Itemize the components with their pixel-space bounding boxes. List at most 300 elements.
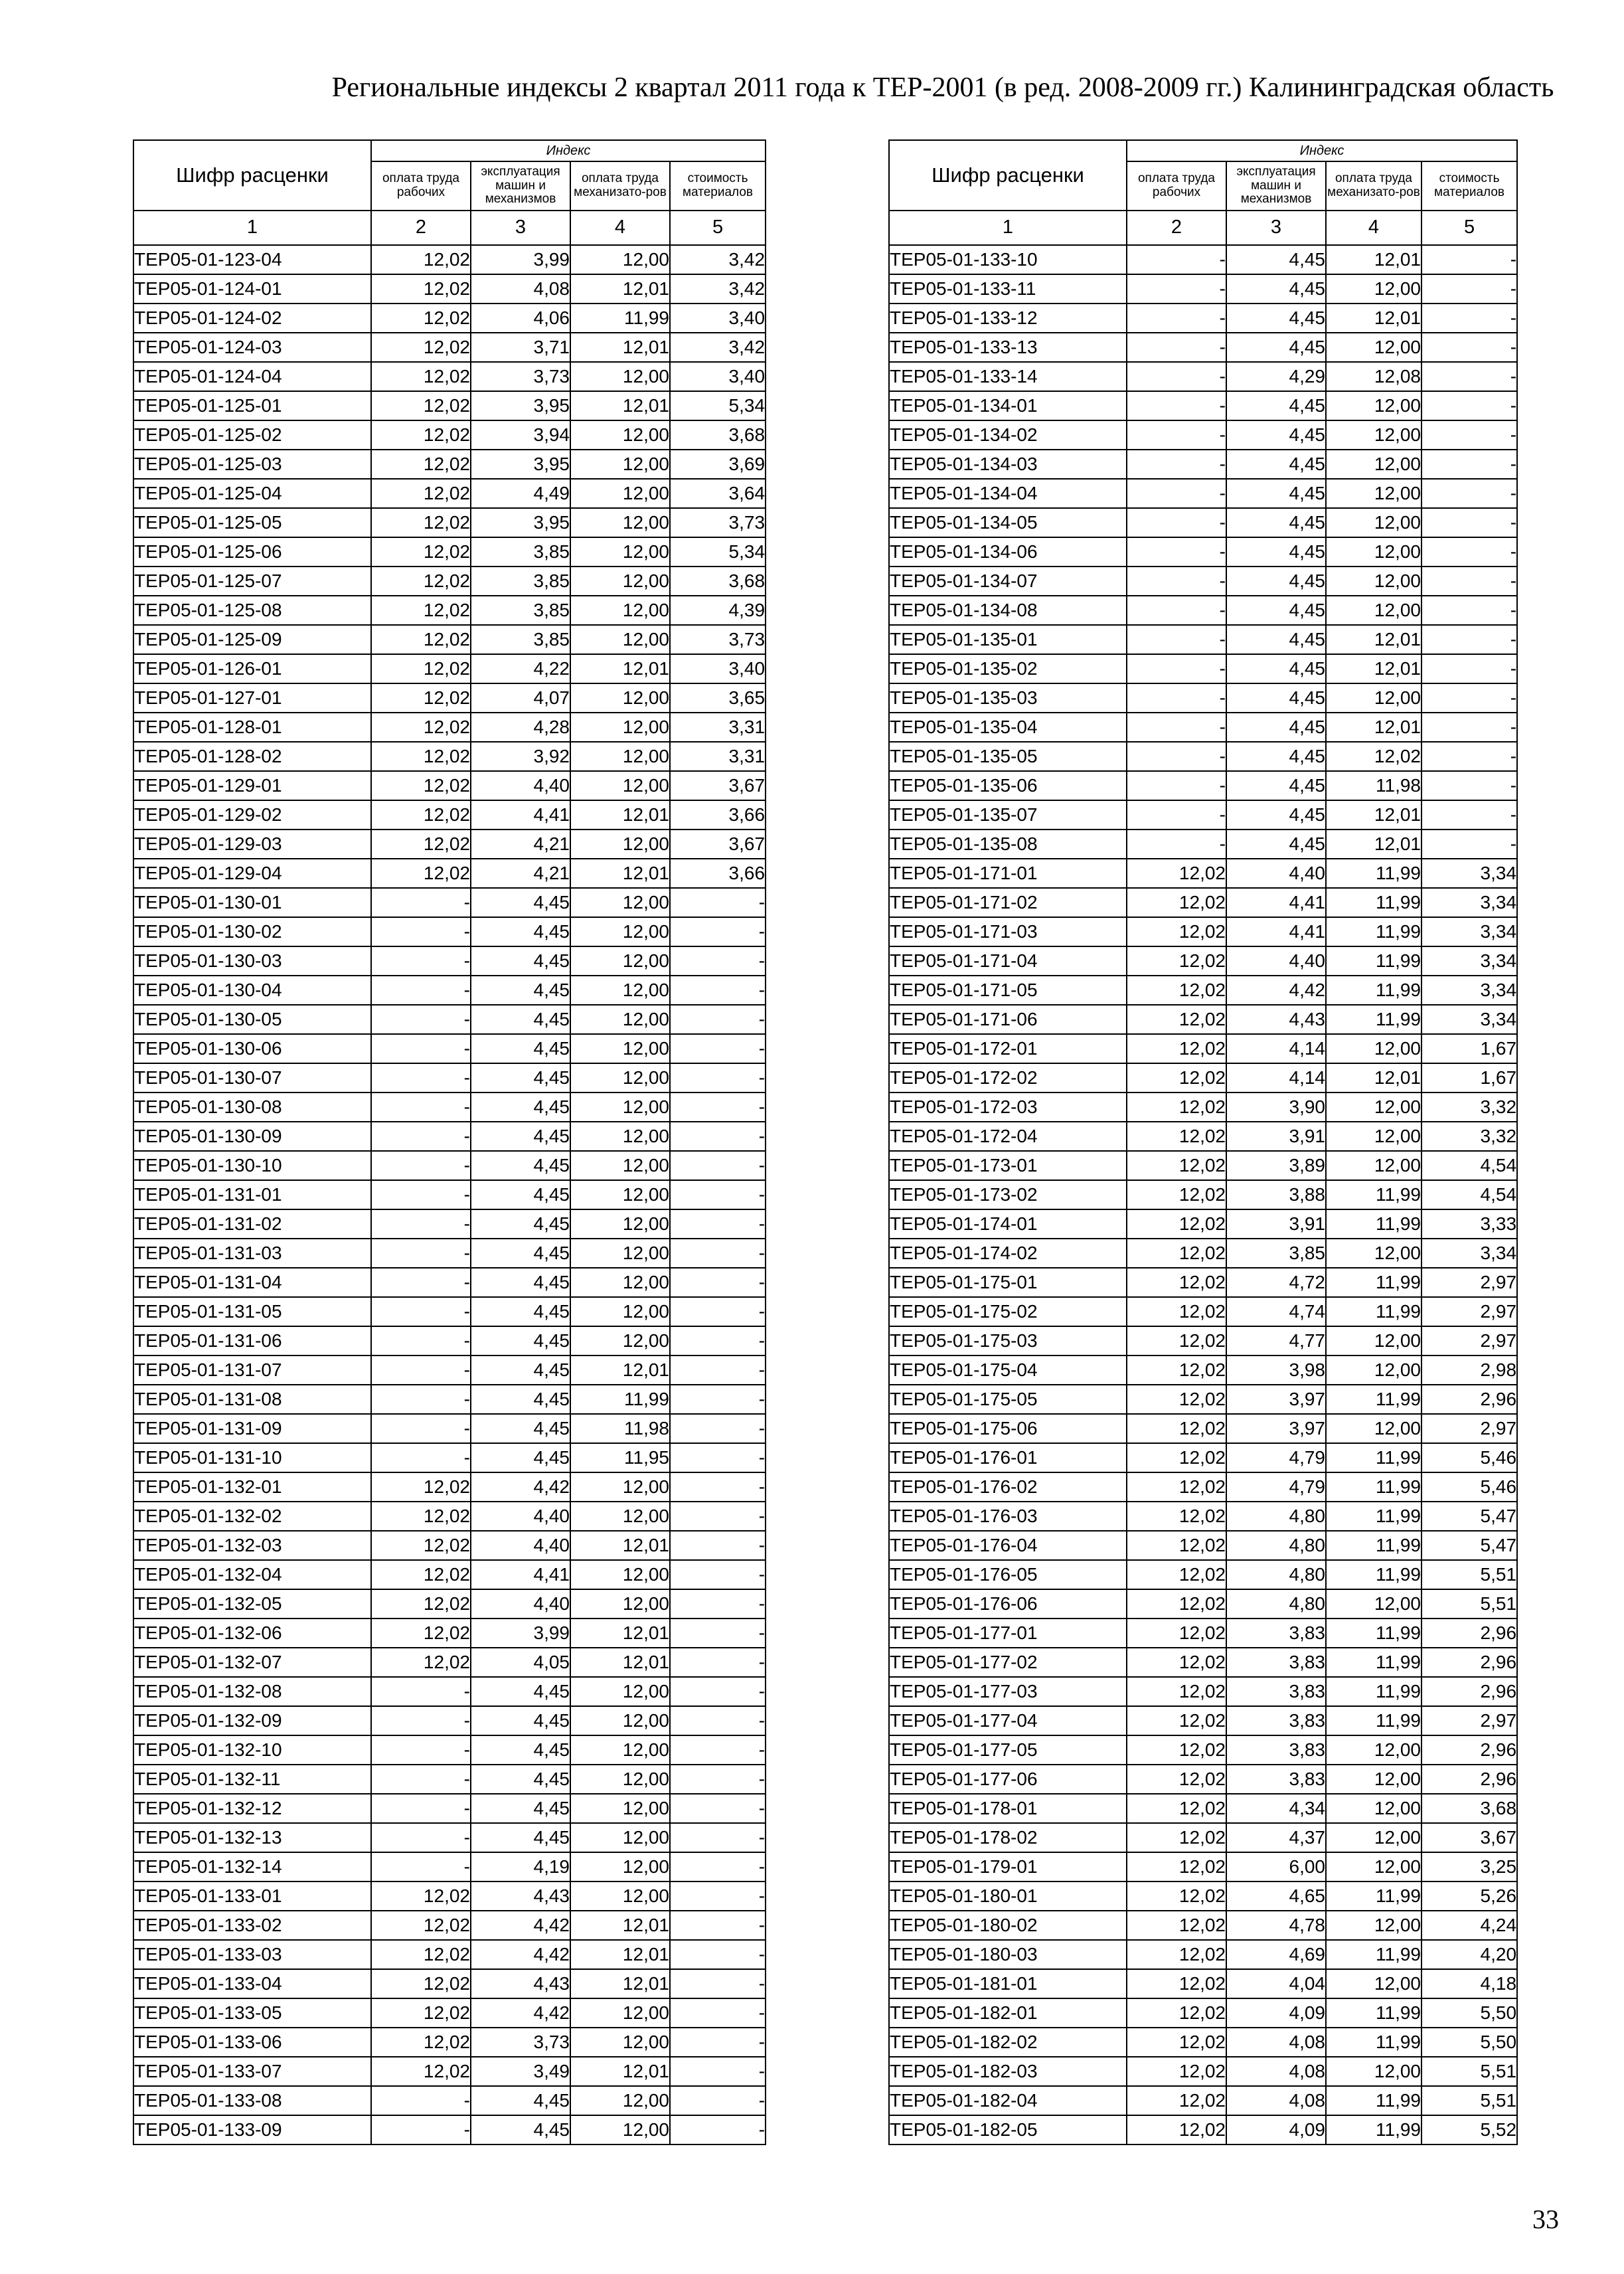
index-value-cell: 12,00 <box>570 596 670 625</box>
header-labor: оплата труда рабочих <box>1127 161 1226 211</box>
table-row <box>133 1385 766 1414</box>
table-body-left <box>133 245 766 2144</box>
rate-code-cell: ТЕР05-01-130-09 <box>133 1122 371 1151</box>
index-value-cell: 3,83 <box>1226 1735 1326 1765</box>
index-value-cell: 12,02 <box>1127 2086 1226 2115</box>
index-value-cell: - <box>371 1794 471 1823</box>
index-value-cell: 4,08 <box>1226 2028 1326 2057</box>
index-value-cell: 4,37 <box>1226 1823 1326 1852</box>
index-value-cell: 4,09 <box>1226 2115 1326 2144</box>
index-value-cell: 4,41 <box>471 1560 570 1589</box>
index-value-cell: 12,02 <box>1127 1589 1226 1618</box>
index-value-cell: - <box>371 1122 471 1151</box>
index-value-cell: 4,08 <box>1226 2057 1326 2086</box>
table-row <box>133 713 766 742</box>
table-row <box>133 1443 766 1472</box>
index-value-cell: 3,40 <box>670 304 766 333</box>
index-value-cell: - <box>371 1356 471 1385</box>
index-value-cell: 4,80 <box>1226 1560 1326 1589</box>
index-value-cell: 4,80 <box>1226 1502 1326 1531</box>
table-row <box>133 1794 766 1823</box>
table-row <box>889 508 1517 537</box>
index-value-cell: - <box>670 1852 766 1881</box>
index-value-cell: - <box>1421 245 1517 274</box>
rate-code-cell: ТЕР05-01-175-05 <box>889 1385 1127 1414</box>
index-value-cell: - <box>371 1209 471 1239</box>
index-value-cell: 12,02 <box>1127 1531 1226 1560</box>
table-row <box>133 1005 766 1034</box>
index-value-cell: - <box>1127 771 1226 800</box>
rate-code-cell: ТЕР05-01-132-12 <box>133 1794 371 1823</box>
index-value-cell: 4,28 <box>471 713 570 742</box>
table-row <box>133 1706 766 1735</box>
index-value-cell: 3,85 <box>1226 1239 1326 1268</box>
table-row <box>133 888 766 917</box>
rate-code-cell: ТЕР05-01-130-06 <box>133 1034 371 1063</box>
index-value-cell: 3,83 <box>1226 1618 1326 1648</box>
index-value-cell: 12,00 <box>570 1998 670 2028</box>
table-row <box>889 1414 1517 1443</box>
index-value-cell: - <box>371 1093 471 1122</box>
index-value-cell: 12,02 <box>371 245 471 274</box>
index-value-cell: 12,02 <box>371 771 471 800</box>
index-value-cell: 12,02 <box>371 2057 471 2086</box>
index-value-cell: 12,01 <box>1326 625 1421 654</box>
index-value-cell: 12,01 <box>1326 830 1421 859</box>
index-value-cell: 12,00 <box>1326 450 1421 479</box>
index-value-cell: 12,02 <box>371 362 471 391</box>
index-value-cell: 2,96 <box>1421 1765 1517 1794</box>
index-value-cell: - <box>371 2086 471 2115</box>
header-index: Индекс <box>1127 140 1517 161</box>
index-value-cell: 12,00 <box>570 742 670 771</box>
index-value-cell: 4,45 <box>1226 742 1326 771</box>
column-number: 3 <box>471 211 570 245</box>
index-value-cell: - <box>1421 479 1517 508</box>
index-value-cell: 12,00 <box>570 1122 670 1151</box>
rate-code-cell: ТЕР05-01-125-08 <box>133 596 371 625</box>
index-value-cell: 5,34 <box>670 391 766 420</box>
index-value-cell: - <box>670 2086 766 2115</box>
index-value-cell: 4,07 <box>471 683 570 713</box>
table-row <box>133 917 766 946</box>
table-row <box>889 1648 1517 1677</box>
rate-code-cell: ТЕР05-01-135-04 <box>889 713 1127 742</box>
rate-code-cell: ТЕР05-01-132-10 <box>133 1735 371 1765</box>
rate-code-cell: ТЕР05-01-132-05 <box>133 1589 371 1618</box>
rate-code-cell: ТЕР05-01-176-03 <box>889 1502 1127 1531</box>
index-value-cell: 3,64 <box>670 479 766 508</box>
table-row <box>889 2086 1517 2115</box>
index-value-cell: 12,02 <box>371 1940 471 1969</box>
rate-code-cell: ТЕР05-01-130-05 <box>133 1005 371 1034</box>
index-value-cell: 5,52 <box>1421 2115 1517 2144</box>
table-row <box>889 1969 1517 1998</box>
index-value-cell: 3,99 <box>471 245 570 274</box>
index-value-cell: 3,97 <box>1226 1385 1326 1414</box>
index-value-cell: - <box>1421 713 1517 742</box>
index-value-cell: 3,90 <box>1226 1093 1326 1122</box>
table-row <box>889 596 1517 625</box>
index-value-cell: - <box>371 1326 471 1356</box>
index-value-cell: 11,99 <box>1326 1706 1421 1735</box>
index-value-cell: - <box>1127 742 1226 771</box>
index-value-cell: 4,49 <box>471 479 570 508</box>
rate-code-cell: ТЕР05-01-135-08 <box>889 830 1127 859</box>
index-value-cell: 3,42 <box>670 274 766 304</box>
index-value-cell: - <box>1127 362 1226 391</box>
index-value-cell: - <box>371 1414 471 1443</box>
table-row <box>889 2057 1517 2086</box>
index-value-cell: 4,79 <box>1226 1443 1326 1472</box>
rate-code-cell: ТЕР05-01-131-09 <box>133 1414 371 1443</box>
index-value-cell: 4,40 <box>1226 946 1326 976</box>
table-row <box>133 2086 766 2115</box>
index-value-cell: 4,45 <box>1226 333 1326 362</box>
index-value-cell: - <box>1421 537 1517 567</box>
table-row <box>133 654 766 683</box>
index-value-cell: 12,02 <box>371 1472 471 1502</box>
index-value-cell: - <box>670 1706 766 1735</box>
index-value-cell: 2,96 <box>1421 1385 1517 1414</box>
table-row <box>889 450 1517 479</box>
index-value-cell: - <box>1421 742 1517 771</box>
index-value-cell: 4,22 <box>471 654 570 683</box>
index-value-cell: 12,02 <box>1127 1765 1226 1794</box>
table-row <box>133 333 766 362</box>
table-row <box>133 274 766 304</box>
index-value-cell: 12,00 <box>1326 1151 1421 1180</box>
index-value-cell: 11,99 <box>1326 1648 1421 1677</box>
header-operators: оплата труда механизато-ров <box>570 161 670 211</box>
index-value-cell: - <box>670 1502 766 1531</box>
index-value-cell: 12,00 <box>570 771 670 800</box>
index-value-cell: 3,83 <box>1226 1706 1326 1735</box>
index-value-cell: 12,01 <box>1326 304 1421 333</box>
rate-code-cell: ТЕР05-01-180-02 <box>889 1911 1127 1940</box>
index-value-cell: 12,00 <box>570 1765 670 1794</box>
index-value-cell: 12,02 <box>371 391 471 420</box>
column-number: 1 <box>889 211 1127 245</box>
index-value-cell: 12,02 <box>371 742 471 771</box>
rate-code-cell: ТЕР05-01-175-03 <box>889 1326 1127 1356</box>
table-row <box>889 1122 1517 1151</box>
index-value-cell: - <box>670 1940 766 1969</box>
index-value-cell: 3,88 <box>1226 1180 1326 1209</box>
index-value-cell: 12,00 <box>1326 2057 1421 2086</box>
index-value-cell: 12,00 <box>570 917 670 946</box>
table-row <box>133 683 766 713</box>
index-value-cell: 2,97 <box>1421 1706 1517 1735</box>
index-value-cell: 12,02 <box>1127 1414 1226 1443</box>
table-row <box>133 1969 766 1998</box>
index-value-cell: 12,02 <box>1127 1911 1226 1940</box>
index-value-cell: 12,00 <box>570 1268 670 1297</box>
index-value-cell: 4,45 <box>1226 274 1326 304</box>
table-row <box>889 391 1517 420</box>
index-value-cell: 12,00 <box>570 1005 670 1034</box>
index-value-cell: - <box>670 1969 766 1998</box>
index-value-cell: 12,00 <box>570 1472 670 1502</box>
index-value-cell: 12,02 <box>371 654 471 683</box>
index-value-cell: - <box>670 1443 766 1472</box>
table-row <box>133 1852 766 1881</box>
index-value-cell: - <box>1127 567 1226 596</box>
index-value-cell: 12,02 <box>1127 976 1226 1005</box>
index-value-cell: 12,01 <box>1326 800 1421 830</box>
index-value-cell: 4,45 <box>471 1794 570 1823</box>
table-row <box>889 362 1517 391</box>
index-value-cell: 3,69 <box>670 450 766 479</box>
index-value-cell: 12,01 <box>570 1531 670 1560</box>
rate-code-cell: ТЕР05-01-133-07 <box>133 2057 371 2086</box>
index-value-cell: 4,08 <box>471 274 570 304</box>
rate-code-cell: ТЕР05-01-173-01 <box>889 1151 1127 1180</box>
table-row <box>889 333 1517 362</box>
table-row <box>133 1356 766 1385</box>
table-row <box>133 742 766 771</box>
index-value-cell: - <box>670 1531 766 1560</box>
table-row <box>133 1297 766 1326</box>
index-value-cell: 3,71 <box>471 333 570 362</box>
table-row <box>889 1326 1517 1356</box>
index-value-cell: 12,00 <box>1326 391 1421 420</box>
index-value-cell: - <box>1127 713 1226 742</box>
table-row <box>889 1765 1517 1794</box>
column-number: 3 <box>1226 211 1326 245</box>
index-value-cell: 12,02 <box>1127 1794 1226 1823</box>
index-value-cell: - <box>1127 274 1226 304</box>
index-value-cell: 12,02 <box>1127 1502 1226 1531</box>
rate-code-cell: ТЕР05-01-134-08 <box>889 596 1127 625</box>
table-row <box>889 1706 1517 1735</box>
index-value-cell: 12,02 <box>371 1998 471 2028</box>
index-value-cell: - <box>1421 771 1517 800</box>
index-value-cell: 12,02 <box>1127 1356 1226 1385</box>
table-row <box>133 391 766 420</box>
rate-code-cell: ТЕР05-01-133-01 <box>133 1881 371 1911</box>
rate-code-cell: ТЕР05-01-131-07 <box>133 1356 371 1385</box>
column-number: 5 <box>1421 211 1517 245</box>
index-value-cell: - <box>371 1180 471 1209</box>
index-value-cell: 11,99 <box>1326 1005 1421 1034</box>
table-row <box>133 1209 766 1239</box>
rate-code-cell: ТЕР05-01-135-07 <box>889 800 1127 830</box>
table-row <box>133 1589 766 1618</box>
index-value-cell: 12,02 <box>371 537 471 567</box>
index-value-cell: 3,95 <box>471 450 570 479</box>
index-value-cell: - <box>371 1852 471 1881</box>
table-row <box>133 1063 766 1093</box>
index-value-cell: 3,91 <box>1226 1122 1326 1151</box>
rate-code-cell: ТЕР05-01-172-03 <box>889 1093 1127 1122</box>
rate-code-cell: ТЕР05-01-130-08 <box>133 1093 371 1122</box>
rate-code-cell: ТЕР05-01-129-01 <box>133 771 371 800</box>
index-value-cell: 11,99 <box>1326 2028 1421 2057</box>
table-row <box>133 596 766 625</box>
index-value-cell: 12,00 <box>570 976 670 1005</box>
rate-code-cell: ТЕР05-01-172-02 <box>889 1063 1127 1093</box>
column-number: 4 <box>570 211 670 245</box>
table-row <box>133 1531 766 1560</box>
rate-code-cell: ТЕР05-01-172-04 <box>889 1122 1127 1151</box>
index-value-cell: 4,80 <box>1226 1531 1326 1560</box>
index-value-cell: 12,00 <box>1326 537 1421 567</box>
table-row <box>889 420 1517 450</box>
table-row <box>133 800 766 830</box>
column-number: 4 <box>1326 211 1421 245</box>
index-value-cell: 12,02 <box>1127 1297 1226 1326</box>
index-value-cell: 12,01 <box>570 274 670 304</box>
index-value-cell: 4,45 <box>471 1268 570 1297</box>
rate-code-cell: ТЕР05-01-133-03 <box>133 1940 371 1969</box>
index-value-cell: 3,67 <box>670 771 766 800</box>
rate-code-cell: ТЕР05-01-132-03 <box>133 1531 371 1560</box>
index-value-cell: 3,68 <box>670 420 766 450</box>
index-value-cell: 3,42 <box>670 245 766 274</box>
index-value-cell: 12,02 <box>371 450 471 479</box>
table-row <box>889 713 1517 742</box>
index-value-cell: 4,29 <box>1226 362 1326 391</box>
index-value-cell: 4,45 <box>471 1385 570 1414</box>
index-value-cell: 12,02 <box>371 1881 471 1911</box>
index-value-cell: 12,00 <box>1326 1852 1421 1881</box>
index-value-cell: 11,99 <box>1326 1677 1421 1706</box>
table-row <box>889 771 1517 800</box>
rate-code-cell: ТЕР05-01-130-02 <box>133 917 371 946</box>
table-row <box>889 1443 1517 1472</box>
table-row <box>133 1560 766 1589</box>
index-value-cell: - <box>670 1151 766 1180</box>
rate-code-cell: ТЕР05-01-178-02 <box>889 1823 1127 1852</box>
index-value-cell: 3,66 <box>670 800 766 830</box>
index-value-cell: 4,43 <box>1226 1005 1326 1034</box>
index-value-cell: 12,00 <box>570 1151 670 1180</box>
rate-code-cell: ТЕР05-01-130-01 <box>133 888 371 917</box>
index-value-cell: - <box>371 946 471 976</box>
index-value-cell: 3,85 <box>471 596 570 625</box>
rate-code-cell: ТЕР05-01-123-04 <box>133 245 371 274</box>
rate-code-cell: ТЕР05-01-131-02 <box>133 1209 371 1239</box>
index-value-cell: - <box>371 1297 471 1326</box>
index-value-cell: 5,46 <box>1421 1443 1517 1472</box>
rate-code-cell: ТЕР05-01-180-03 <box>889 1940 1127 1969</box>
index-value-cell: - <box>1421 450 1517 479</box>
rate-code-cell: ТЕР05-01-133-05 <box>133 1998 371 2028</box>
index-value-cell: 12,01 <box>570 2057 670 2086</box>
rate-code-cell: ТЕР05-01-135-06 <box>889 771 1127 800</box>
index-value-cell: 3,83 <box>1226 1648 1326 1677</box>
rate-code-cell: ТЕР05-01-133-09 <box>133 2115 371 2144</box>
rate-code-cell: ТЕР05-01-135-05 <box>889 742 1127 771</box>
index-value-cell: 12,00 <box>570 1735 670 1765</box>
index-value-cell: - <box>371 917 471 946</box>
index-value-cell: 12,00 <box>1326 1414 1421 1443</box>
table-row <box>133 1414 766 1443</box>
index-value-cell: 11,99 <box>1326 1385 1421 1414</box>
index-value-cell: - <box>1421 391 1517 420</box>
index-value-cell: 12,02 <box>1127 1151 1226 1180</box>
index-value-cell: 12,00 <box>570 1794 670 1823</box>
index-value-cell: 11,99 <box>570 304 670 333</box>
table-row <box>133 304 766 333</box>
rate-code-cell: ТЕР05-01-177-03 <box>889 1677 1127 1706</box>
index-value-cell: - <box>1127 304 1226 333</box>
index-value-cell: - <box>1421 800 1517 830</box>
index-value-cell: 12,00 <box>570 1881 670 1911</box>
index-value-cell: 12,02 <box>1127 1093 1226 1122</box>
index-value-cell: 12,00 <box>570 450 670 479</box>
index-value-cell: 4,43 <box>471 1881 570 1911</box>
table-row <box>889 1297 1517 1326</box>
index-value-cell: 11,99 <box>1326 1180 1421 1209</box>
index-value-cell: 12,00 <box>570 2028 670 2057</box>
index-value-cell: 12,01 <box>570 1618 670 1648</box>
index-value-cell: 3,34 <box>1421 917 1517 946</box>
rate-code-cell: ТЕР05-01-133-13 <box>889 333 1127 362</box>
rate-code-cell: ТЕР05-01-178-01 <box>889 1794 1127 1823</box>
index-value-cell: - <box>670 1794 766 1823</box>
table-row <box>133 1268 766 1297</box>
table-row <box>133 362 766 391</box>
table-row <box>889 1677 1517 1706</box>
rate-code-cell: ТЕР05-01-176-02 <box>889 1472 1127 1502</box>
index-value-cell: 11,99 <box>1326 1268 1421 1297</box>
rate-code-cell: ТЕР05-01-131-10 <box>133 1443 371 1472</box>
index-value-cell: 3,34 <box>1421 859 1517 888</box>
index-value-cell: 4,40 <box>471 1502 570 1531</box>
index-value-cell: 3,67 <box>1421 1823 1517 1852</box>
index-value-cell: 2,96 <box>1421 1677 1517 1706</box>
rate-code-cell: ТЕР05-01-132-09 <box>133 1706 371 1735</box>
index-value-cell: 3,31 <box>670 742 766 771</box>
index-value-cell: 12,01 <box>1326 713 1421 742</box>
table-row <box>889 859 1517 888</box>
index-value-cell: - <box>1421 362 1517 391</box>
index-value-cell: 12,00 <box>570 1180 670 1209</box>
rate-code-cell: ТЕР05-01-133-04 <box>133 1969 371 1998</box>
table-row <box>889 1618 1517 1648</box>
index-value-cell: 3,68 <box>1421 1794 1517 1823</box>
index-value-cell: 4,45 <box>471 1765 570 1794</box>
rate-code-cell: ТЕР05-01-171-03 <box>889 917 1127 946</box>
index-value-cell: 11,99 <box>1326 1881 1421 1911</box>
index-value-cell: - <box>1127 654 1226 683</box>
table-row <box>133 1122 766 1151</box>
index-value-cell: 4,18 <box>1421 1969 1517 1998</box>
table-row <box>889 274 1517 304</box>
index-value-cell: 12,00 <box>570 1093 670 1122</box>
table-row <box>133 1502 766 1531</box>
index-value-cell: 3,73 <box>670 508 766 537</box>
index-value-cell: 3,34 <box>1421 1005 1517 1034</box>
index-value-cell: - <box>670 1677 766 1706</box>
rate-code-cell: ТЕР05-01-174-01 <box>889 1209 1127 1239</box>
index-value-cell: 12,02 <box>1127 859 1226 888</box>
table-row <box>133 1180 766 1209</box>
index-value-cell: 3,91 <box>1226 1209 1326 1239</box>
index-value-cell: 3,67 <box>670 830 766 859</box>
index-value-cell: 12,02 <box>371 713 471 742</box>
index-value-cell: 4,45 <box>1226 479 1326 508</box>
index-value-cell: 3,73 <box>471 2028 570 2057</box>
column-number: 2 <box>371 211 471 245</box>
header-index: Индекс <box>371 140 766 161</box>
index-value-cell: 4,24 <box>1421 1911 1517 1940</box>
rate-code-cell: ТЕР05-01-124-02 <box>133 304 371 333</box>
index-value-cell: 4,45 <box>1226 654 1326 683</box>
index-value-cell: 12,02 <box>1127 1239 1226 1268</box>
